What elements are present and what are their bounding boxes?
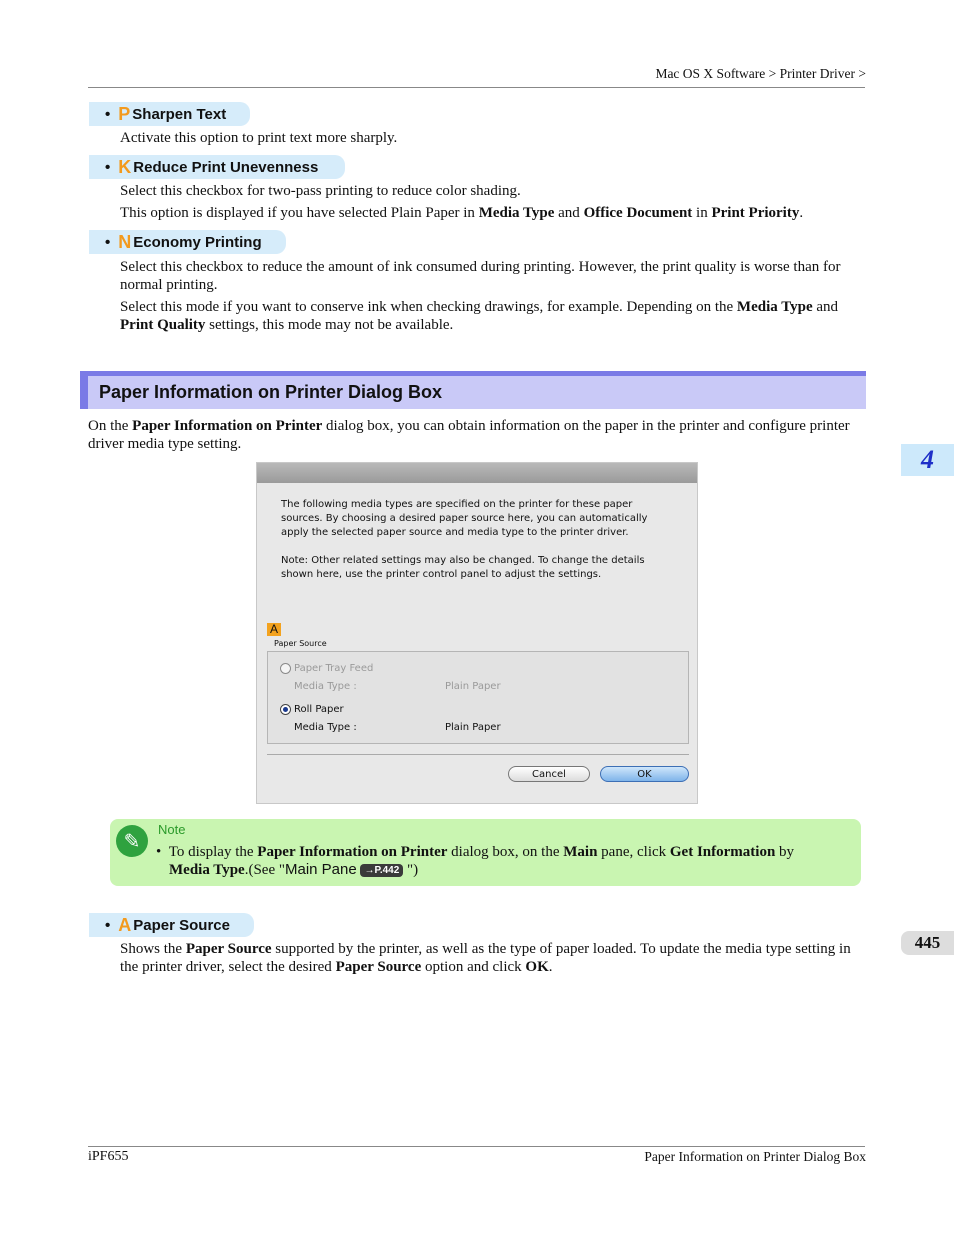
item-desc: Shows the Paper Source supported by the printer, as well as the type of paper loaded. To update the media type setting in the printer driver, select the desired Paper Source option and click OK. xyxy=(120,941,851,975)
dialog-description: The following media types are specified on the printer for these paper sources. By choosing a desired paper source here, you can automatically apply the selected paper source and media type to the printer driver. xyxy=(281,499,648,538)
item-desc: Activate this option to print text more sharply. xyxy=(120,130,398,146)
footer-section: Paper Information on Printer Dialog Box xyxy=(644,1149,866,1164)
ok-button[interactable]: OK xyxy=(600,766,689,782)
section-title: Paper Information on Printer Dialog Box xyxy=(99,382,443,402)
dialog-divider xyxy=(267,754,689,755)
bullet-icon: • xyxy=(105,233,111,251)
dialog-titlebar xyxy=(257,463,697,483)
item-title: Sharpen Text xyxy=(132,105,227,123)
dialog-note: Note: Other related settings may also be changed. To change the details shown here, use the printer control panel to adjust the settings. xyxy=(281,555,645,580)
main-pane-link[interactable]: Main Pane xyxy=(284,861,357,878)
page-number: 445 xyxy=(901,931,954,955)
section-accent xyxy=(80,376,88,409)
page-link-badge[interactable]: →P.442 xyxy=(360,864,403,877)
roll-paper-label: Roll Paper xyxy=(294,704,344,715)
media-type-label: Media Type : xyxy=(294,722,357,733)
pencil-icon: ✎ xyxy=(116,825,148,857)
item-letter: N xyxy=(118,231,132,252)
item-title: Reduce Print Unevenness xyxy=(133,158,319,176)
item-title: Paper Source xyxy=(133,916,230,934)
item-letter: A xyxy=(118,914,132,935)
roll-paper-radio[interactable] xyxy=(280,704,291,715)
bullet-icon: • xyxy=(105,916,111,934)
item-desc: Select this checkbox to reduce the amount of ink consumed during printing. However, the print quality is worse than for normal printing. xyxy=(120,259,841,293)
footer-divider xyxy=(88,1146,865,1147)
item-letter: P xyxy=(118,103,131,124)
item-desc: This option is displayed if you have selected Plain Paper in Media Type and Office Document in Print Priority. xyxy=(120,205,804,221)
paper-information-dialog xyxy=(256,462,698,804)
bullet-icon: • xyxy=(105,105,111,123)
item-title: Economy Printing xyxy=(133,233,262,251)
chapter-tab[interactable]: 4 xyxy=(901,444,954,476)
footer-model: iPF655 xyxy=(88,1149,129,1164)
bullet-icon: • xyxy=(105,158,111,176)
item-letter: K xyxy=(118,156,132,177)
cancel-button[interactable]: Cancel xyxy=(508,766,590,782)
item-desc: Select this mode if you want to conserve ink when checking drawings, for example. Depending on the Media Type and Print Quality settings, this mode may not be available. xyxy=(120,299,839,333)
section-intro: On the Paper Information on Printer dialog box, you can obtain information on the paper in the printer and configure printer driver media type setting. xyxy=(88,418,850,452)
header-divider xyxy=(88,87,865,88)
item-heading-paper-source xyxy=(89,913,254,937)
item-heading-sharpen-text xyxy=(89,102,250,126)
note-label: Note xyxy=(158,822,186,837)
note-box xyxy=(110,819,861,886)
item-heading-economy-printing xyxy=(89,230,286,254)
item-heading-reduce-print-unevenness xyxy=(89,155,345,179)
paper-source-group-label: Paper Source xyxy=(274,639,327,648)
item-desc: Select this checkbox for two-pass printing to reduce color shading. xyxy=(120,183,521,199)
paper-source-group xyxy=(267,651,689,744)
callout-badge-a: A xyxy=(267,623,281,636)
paper-tray-feed-label: Paper Tray Feed xyxy=(294,663,374,674)
note-text: • To display the Paper Information on Printer dialog box, on the Main pane, click Get Information by Media Type.(See "Main Pane →P.442 ") xyxy=(156,844,795,878)
media-type-value: Plain Paper xyxy=(445,681,501,692)
breadcrumb: Mac OS X Software > Printer Driver > xyxy=(655,66,866,81)
media-type-value: Plain Paper xyxy=(445,722,501,733)
section-header xyxy=(80,371,866,409)
media-type-label: Media Type : xyxy=(294,681,357,692)
paper-tray-feed-radio[interactable] xyxy=(280,663,291,674)
